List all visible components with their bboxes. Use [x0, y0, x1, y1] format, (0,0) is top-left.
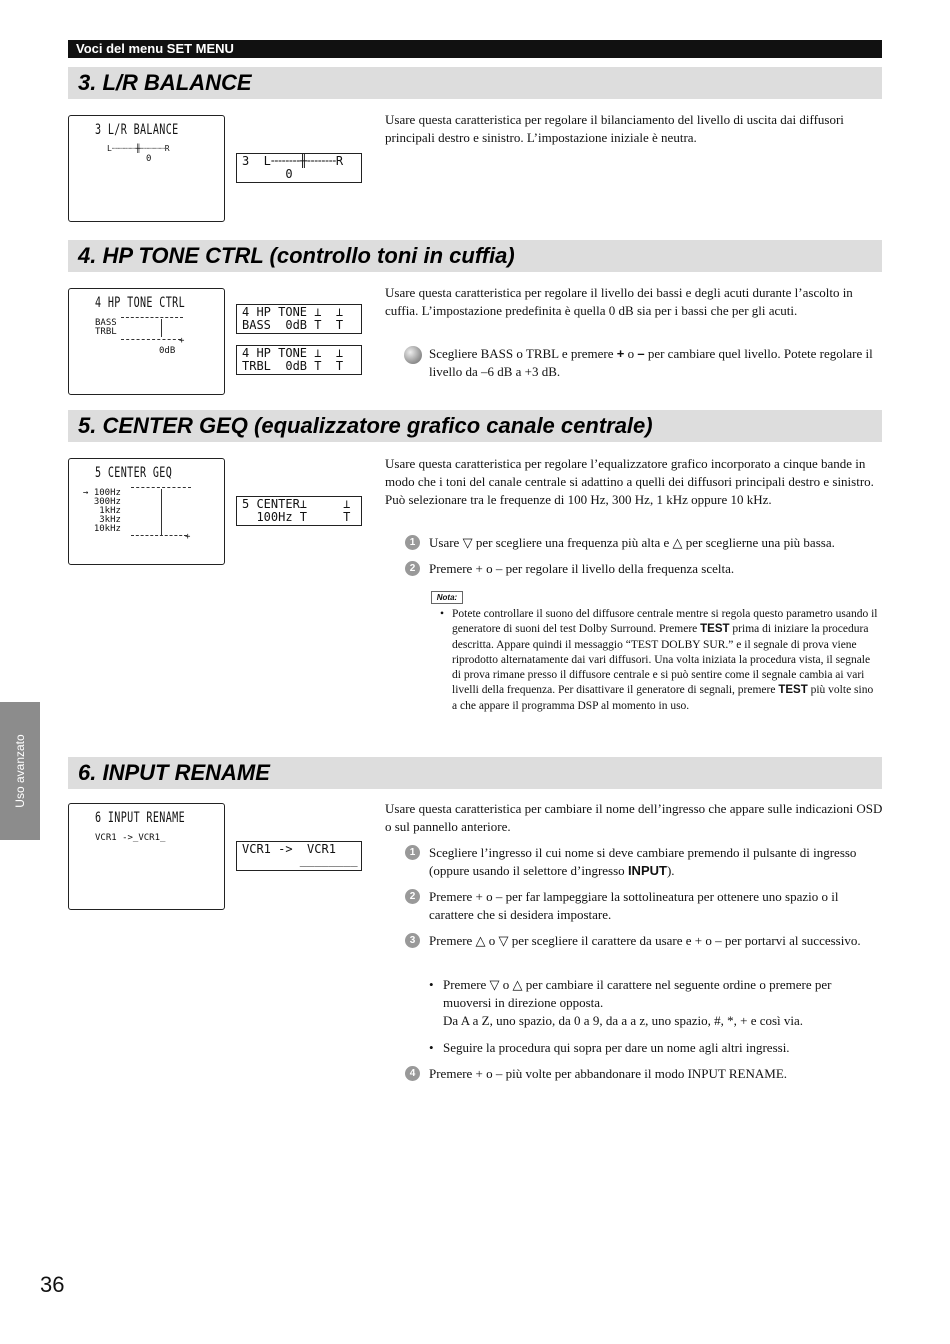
section-header-input-rename: [68, 757, 882, 789]
lcd-line: BASS 0dB T T: [242, 318, 344, 332]
osd-balance-value: 0: [146, 154, 152, 164]
step-text: Premere + o – per far lampeggiare la sottolineatura per ottenere uno spazio o il carattere che si desidera impostare.: [429, 889, 839, 922]
osd-treble-label: TRBL: [95, 327, 117, 337]
body-text: Usare questa caratteristica per cambiare il nome dell’ingresso che appare sulle indicazioni OSD o sul pannello anteriore.: [385, 801, 883, 834]
lcd-line: 4 HP TONE ⊥ ⊥: [242, 346, 344, 360]
lcd-panel-geq: [236, 496, 362, 526]
osd-freq-row: 300Hz: [83, 497, 121, 507]
lcd-panel-treble: [236, 345, 362, 375]
lcd-line: VCR1 -> VCR1: [242, 842, 336, 856]
lcd-panel-rename: [236, 841, 362, 871]
lcd-panel-bass: [236, 304, 362, 334]
lcd-panel-lr: [236, 153, 362, 183]
osd-balance-scale: L┈┈┈┈┈╫┈┈┈┈┈R: [107, 144, 170, 153]
bullet-text: Da A a Z, uno spazio, da 0 a 9, da a a z, uno spazio, #, *, + e così via.: [443, 1013, 804, 1028]
osd-title: 3 L/R BALANCE: [95, 122, 179, 138]
section-title: 5. CENTER GEQ (equalizzatore grafico canale centrale): [78, 413, 653, 438]
osd-level-value: 0dB: [159, 346, 176, 356]
section-header-center-geq: [68, 410, 882, 442]
osd-freq-row: 3kHz: [83, 515, 121, 525]
lcd-line: 5 CENTER⊥ ⊥: [242, 497, 351, 511]
osd-freq-row: → 100Hz: [83, 488, 121, 498]
section-header-hp-tone: [68, 240, 882, 272]
page-number: 36: [40, 1272, 65, 1297]
step-text: Scegliere l’ingresso il cui nome si deve cambiare premendo il pulsante di ingresso (oppure usando il selettore d’ingresso INPUT).: [429, 845, 857, 878]
osd-level-marker: [161, 319, 162, 337]
osd-freq-row: 10kHz: [83, 524, 121, 534]
section-title: 4. HP TONE CTRL (controllo toni in cuffia): [78, 243, 515, 268]
osd-scale-line: [131, 535, 187, 536]
step-number-icon: 3: [405, 933, 420, 948]
body-text: Usare questa caratteristica per regolare l’equalizzatore grafico incorporato a cinque bande in modo che i toni del canale centrale si adattino a quelli dei diffusori principali destro e sinistro. Può selezionare tra le frequenze di 100 Hz, 300 Hz, 1 kHz oppure 10 kHz.: [385, 456, 874, 507]
section-header-lr-balance: [68, 67, 882, 99]
osd-screen-lr: [68, 115, 225, 222]
step-number-icon: 2: [405, 561, 420, 576]
bullet-text: Premere ▽ o △ per cambiare il carattere nel seguente ordine o premere per muoversi in direzione opposta.: [443, 977, 832, 1010]
osd-scale-line: [121, 317, 183, 318]
note-label: Nota:: [431, 591, 463, 604]
lcd-line: ________: [242, 853, 358, 867]
body-text: Usare questa caratteristica per regolare il livello dei bassi e degli acuti durante l’ascolto in cuffia. L’impostazione predefinita è quella 0 dB sia per i bassi che per gli acuti.: [385, 285, 853, 318]
step-text: Premere + o – per regolare il livello della frequenza scelta.: [429, 561, 735, 576]
lcd-line: 100Hz T T: [242, 510, 351, 524]
lcd-line: 0: [242, 167, 293, 181]
bullet-dot-icon: [404, 346, 422, 364]
header-label: Voci del menu SET MENU: [76, 41, 234, 56]
lcd-line: 4 HP TONE ⊥ ⊥: [242, 305, 344, 319]
section-title: 6. INPUT RENAME: [78, 760, 270, 785]
osd-scale-line: [131, 487, 191, 488]
step-number-icon: 1: [405, 845, 420, 860]
osd-screen-hp: 4 HP TONE CTRL BASS TRBL + 0dB: [68, 288, 225, 395]
step-text: Premere △ o ▽ per scegliere il carattere da usare e + o – per portarvi al successivo.: [429, 933, 861, 948]
lcd-line: TRBL 0dB T T: [242, 359, 344, 373]
step-text: Usare ▽ per scegliere una frequenza più alta e △ per sceglierne una più bassa.: [429, 535, 835, 550]
step-number-icon: 1: [405, 535, 420, 550]
section-title: 3. L/R BALANCE: [78, 70, 252, 95]
osd-screen-geq: 5 CENTER GEQ → 100Hz 300Hz 1kHz 3kHz 10kHz +: [68, 458, 225, 565]
bullet-text: Seguire la procedura qui sopra per dare un nome agli altri ingressi.: [443, 1040, 790, 1055]
note-text: Potete controllare il suono del diffusore centrale mentre si regola questo parametro usando il generatore di suoni del test Dolby Surround. Premere TEST prima di iniziare la procedura descritta. Appare quindi il messaggio “TEST DOLBY SUR.” e il segnale di prova viene riprodotto alternatamente dai vari diffusori. Una volta iniziata la procedura vista, il segnale di prova rimane presso il diffusore centrale e si può sentire come il segnale cambia ai vari livelli della frequenza. Per disattivare il generatore di segnali, premere TEST più volte sino a che appare il programma DSP al momento in uso.: [452, 608, 878, 712]
osd-freq-row: 1kHz: [83, 506, 121, 516]
lcd-line: 3 L╌╌╌╌╫╌╌╌╌R: [242, 154, 344, 168]
osd-title: 6 INPUT RENAME: [95, 810, 186, 826]
header-bar: [68, 40, 882, 58]
osd-screen-rename: [68, 803, 225, 910]
osd-bass-label: BASS: [95, 318, 117, 328]
side-tab-label: Uso avanzato: [13, 734, 27, 808]
osd-rename-line: VCR1 ->_VCR1_: [95, 833, 166, 843]
side-tab: [0, 702, 40, 840]
step-text: Premere + o – più volte per abbandonare il modo INPUT RENAME.: [429, 1066, 788, 1081]
body-text: Usare questa caratteristica per regolare il bilanciamento del livello di uscita dai diffusori principali destro e sinistro. L’impostazione iniziale è neutra.: [385, 112, 844, 145]
tip-text: Scegliere BASS o TRBL e premere + o – per cambiare quel livello. Potete regolare il livello da –6 dB a +3 dB.: [429, 346, 873, 379]
osd-title: 4 HP TONE CTRL: [95, 295, 186, 311]
osd-title: 5 CENTER GEQ: [95, 465, 173, 481]
osd-level-marker: [161, 489, 162, 535]
osd-scale-line: [121, 339, 181, 340]
step-number-icon: 2: [405, 889, 420, 904]
step-number-icon: 4: [405, 1066, 420, 1081]
